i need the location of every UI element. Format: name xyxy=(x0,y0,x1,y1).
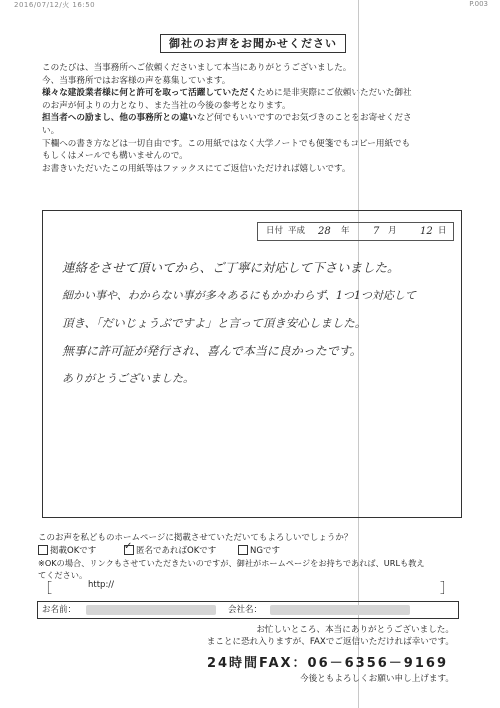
date-month-unit: 月 xyxy=(388,226,397,236)
date-year: 28 xyxy=(318,226,331,237)
handwritten-line: 頂き、「だいじょうぶですよ」と言って頂き安心しました。 xyxy=(62,316,367,330)
option-anonymous-ok[interactable] xyxy=(124,541,217,556)
date-label: 日付 xyxy=(266,226,284,236)
intro-text xyxy=(42,62,462,175)
check-mark-icon: ✓ xyxy=(124,541,133,552)
option-publish-ok[interactable] xyxy=(38,544,96,556)
right-bracket: ］ xyxy=(440,581,454,597)
note-line: てください。 xyxy=(38,570,88,580)
handwritten-line: 細かい事や、わからない事が多々あるにもかかわらず、1つ1つ対応して xyxy=(62,289,416,302)
name-company-row xyxy=(37,601,459,619)
url-prefix: http:// xyxy=(88,580,115,590)
handwritten-line: 連絡をさせて頂いてから、ご丁寧に対応して下さいました。 xyxy=(62,260,400,275)
option-label: 匿名であればOKです xyxy=(136,546,217,556)
url-field[interactable] xyxy=(38,580,454,597)
company-label: 会社名： xyxy=(228,605,263,615)
fax-page-number: P.003 xyxy=(469,0,488,8)
closing-text: 今後ともよろしくお願い申し上げます。 xyxy=(299,674,454,684)
date-day-unit: 日 xyxy=(438,226,447,236)
date-field[interactable] xyxy=(257,222,454,241)
intro-bold: 様々な建設業者様に何と許可を取って活躍していただく xyxy=(42,88,257,99)
handwritten-line: 無事に許可証が発行され、喜んで本当に良かったです。 xyxy=(62,344,362,358)
comment-box[interactable] xyxy=(42,210,462,518)
checkbox[interactable] xyxy=(38,545,48,555)
checkbox-checked[interactable] xyxy=(124,541,134,555)
note-line: ※OKの場合、リンクもさせていただきたいのですが、御社がホームページをお持ちであれば、URLも教え xyxy=(38,558,425,568)
intro-line: もしくはメールでも構いませんので。 xyxy=(42,151,188,162)
fax-header-timestamp: 2016/07/12/火 16:50 xyxy=(14,1,96,9)
intro-line: このたびは、当事務所へご依頼くださいまして本当にありがとうございました。 xyxy=(42,63,352,73)
intro-rest: など何でもいいですのでお気づきのことをお寄せくださ xyxy=(196,113,412,124)
page-title: 御社のお声をお聞かせください xyxy=(160,34,346,53)
intro-line: のお声が何よりの力となり、また当社の今後の参考となります。 xyxy=(42,100,291,111)
handwritten-line: ありがとうございました。 xyxy=(62,372,194,385)
consent-question: このお声を私どものホームページに掲載させていただいてもよろしいでしょうか？ xyxy=(38,533,353,543)
thanks-line: まことに恐れ入りますが、FAXでご返信いただければ幸いです。 xyxy=(206,637,454,647)
checkbox[interactable] xyxy=(238,545,248,555)
option-ng[interactable] xyxy=(238,544,280,556)
intro-line xyxy=(42,112,462,125)
intro-bold: 担当者への励まし、他の事務所との違い xyxy=(42,113,197,124)
option-label: 掲載OKです xyxy=(50,546,97,556)
thanks-text xyxy=(207,624,454,648)
intro-rest: ために是非実際にご依頼いただいた御社 xyxy=(256,88,412,99)
company-redacted[interactable] xyxy=(270,605,410,615)
name-redacted[interactable] xyxy=(86,605,216,615)
intro-line: 下欄への書き方などは一切自由です。この用紙ではなく大学ノートでも便箋でもコピー用紙でも xyxy=(42,138,411,149)
intro-line: 今、当事務所ではお客様の声を募集しています。 xyxy=(42,75,231,86)
link-note xyxy=(38,557,468,581)
thanks-line: お忙しいところ、本当にありがとうございました。 xyxy=(256,625,454,635)
date-era: 平成 xyxy=(288,226,306,236)
intro-line: お書きいただいたこの用紙等はファックスにてご返信いただければ嬉しいです。 xyxy=(42,163,351,174)
left-bracket: ［ xyxy=(38,581,52,597)
date-day: 12 xyxy=(420,226,433,237)
option-label: NGです xyxy=(250,546,280,556)
date-month: 7 xyxy=(373,226,380,237)
intro-line: い。 xyxy=(42,125,60,136)
intro-line xyxy=(42,87,462,100)
name-label: お名前： xyxy=(42,605,77,615)
fax-number: 24時間FAX：06－6356－9169 xyxy=(206,656,448,671)
date-year-unit: 年 xyxy=(341,226,350,236)
